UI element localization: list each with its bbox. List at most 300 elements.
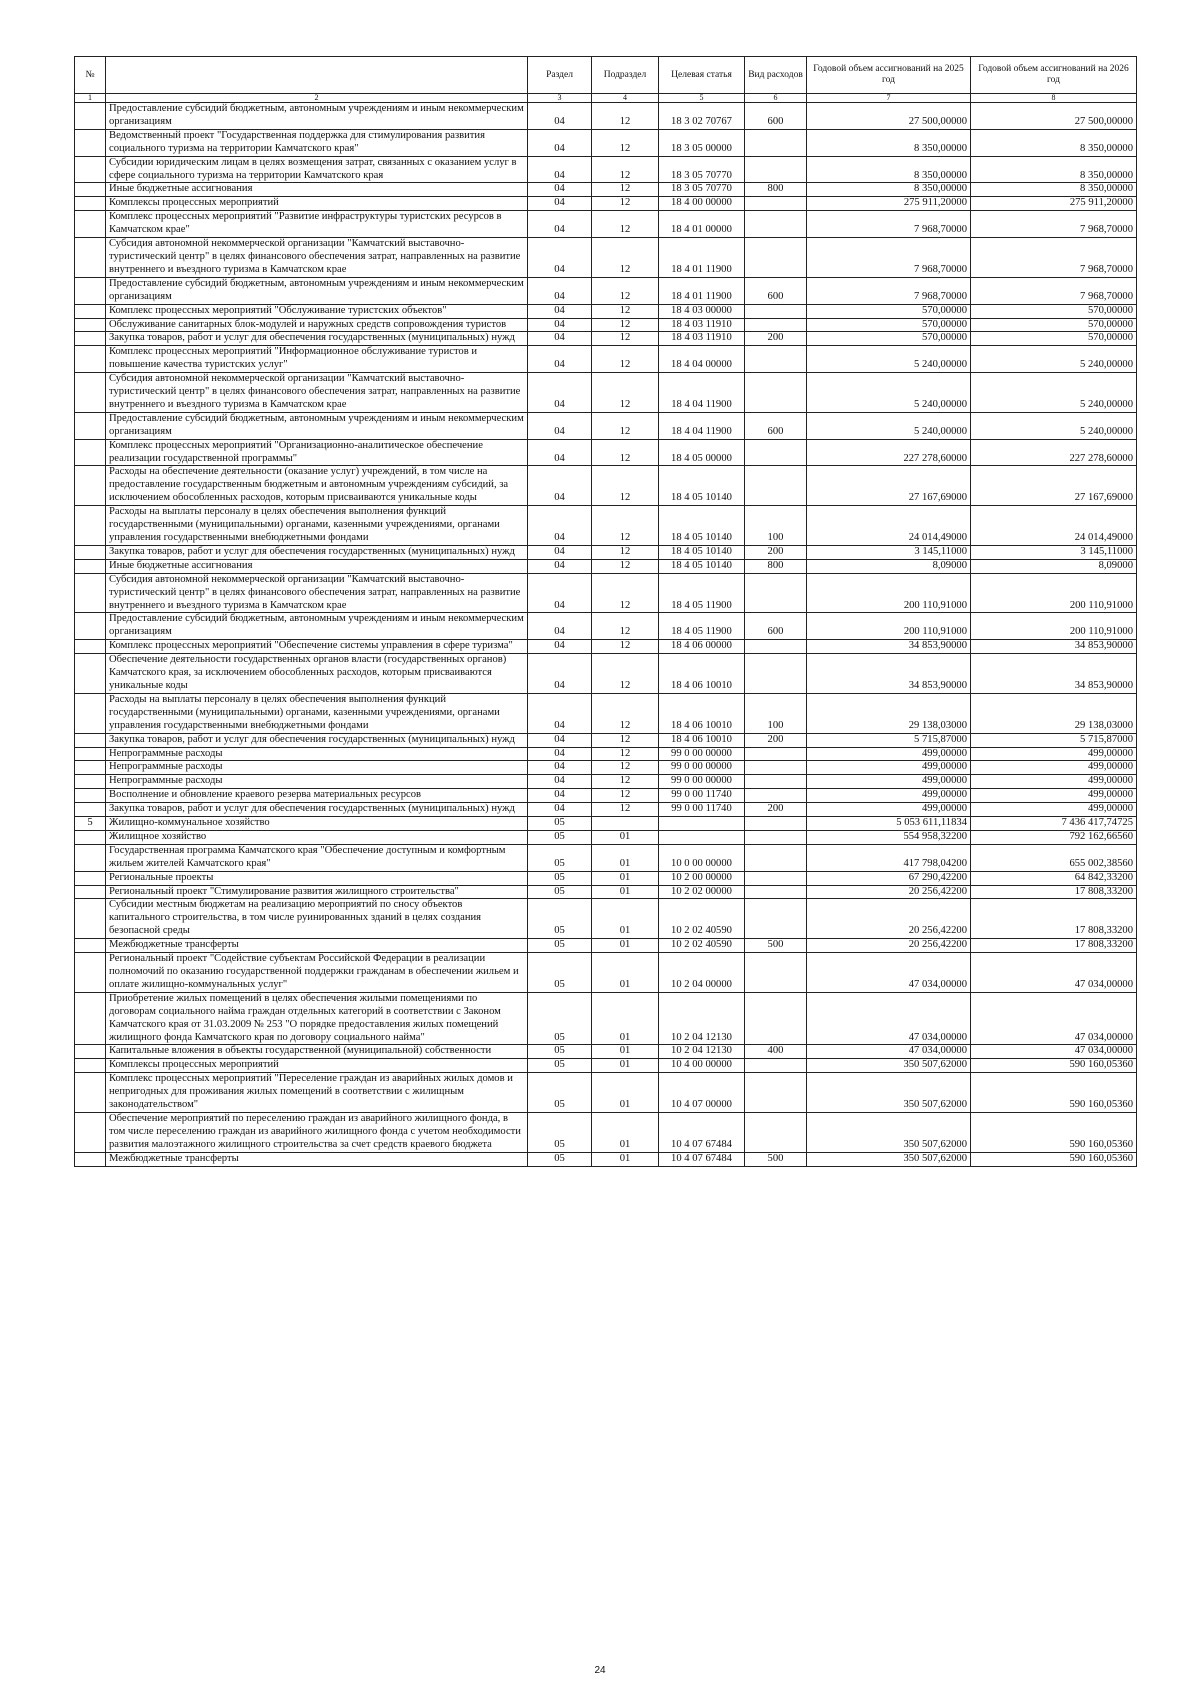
row-subsection: 01 bbox=[592, 885, 659, 899]
row-amount-2025: 570,00000 bbox=[807, 318, 971, 332]
row-number bbox=[75, 304, 106, 318]
table-row bbox=[75, 789, 1137, 803]
row-subsection: 12 bbox=[592, 613, 659, 640]
row-target-article: 10 4 07 00000 bbox=[659, 1073, 745, 1113]
row-subsection: 12 bbox=[592, 466, 659, 506]
row-amount-2026: 200 110,91000 bbox=[971, 573, 1137, 613]
row-amount-2026: 27 167,69000 bbox=[971, 466, 1137, 506]
row-expense-type: 200 bbox=[745, 545, 807, 559]
row-number bbox=[75, 899, 106, 939]
row-target-article: 99 0 00 00000 bbox=[659, 775, 745, 789]
row-subsection: 12 bbox=[592, 183, 659, 197]
row-expense-type: 600 bbox=[745, 103, 807, 130]
row-target-article: 18 4 01 11900 bbox=[659, 238, 745, 278]
row-name: Комплекс процессных мероприятий "Обслуживание туристских объектов" bbox=[106, 304, 528, 318]
table-row bbox=[75, 545, 1137, 559]
table-row bbox=[75, 899, 1137, 939]
row-number bbox=[75, 277, 106, 304]
row-number bbox=[75, 318, 106, 332]
row-section: 04 bbox=[528, 775, 592, 789]
row-amount-2026: 47 034,00000 bbox=[971, 992, 1137, 1045]
row-subsection: 12 bbox=[592, 346, 659, 373]
table-row bbox=[75, 817, 1137, 831]
table-row bbox=[75, 412, 1137, 439]
row-subsection: 12 bbox=[592, 733, 659, 747]
row-expense-type bbox=[745, 304, 807, 318]
row-expense-type bbox=[745, 953, 807, 993]
row-amount-2025: 499,00000 bbox=[807, 747, 971, 761]
table-row bbox=[75, 183, 1137, 197]
row-subsection: 12 bbox=[592, 373, 659, 413]
row-name: Непрограммные расходы bbox=[106, 775, 528, 789]
row-name: Комплекс процессных мероприятий "Развитие инфраструктуры туристских ресурсов в Камчатском крае" bbox=[106, 211, 528, 238]
row-amount-2025: 8 350,00000 bbox=[807, 129, 971, 156]
row-target-article: 18 4 06 10010 bbox=[659, 693, 745, 733]
row-expense-type bbox=[745, 885, 807, 899]
row-target-article: 18 4 04 11900 bbox=[659, 412, 745, 439]
row-amount-2026: 5 240,00000 bbox=[971, 373, 1137, 413]
row-amount-2026: 34 853,90000 bbox=[971, 654, 1137, 694]
row-expense-type bbox=[745, 156, 807, 183]
row-section: 04 bbox=[528, 640, 592, 654]
row-target-article: 10 4 00 00000 bbox=[659, 1059, 745, 1073]
row-expense-type bbox=[745, 775, 807, 789]
row-target-article: 18 3 05 00000 bbox=[659, 129, 745, 156]
header-section: Раздел bbox=[528, 57, 592, 94]
table-row bbox=[75, 654, 1137, 694]
table-row bbox=[75, 1073, 1137, 1113]
row-amount-2025: 417 798,04200 bbox=[807, 844, 971, 871]
row-amount-2026: 8 350,00000 bbox=[971, 129, 1137, 156]
row-name: Комплексы процессных мероприятий bbox=[106, 1059, 528, 1073]
row-amount-2026: 570,00000 bbox=[971, 304, 1137, 318]
table-row bbox=[75, 844, 1137, 871]
row-number bbox=[75, 1152, 106, 1166]
row-amount-2026: 499,00000 bbox=[971, 775, 1137, 789]
row-name: Обеспечение деятельности государственных органов власти (государственных органов) Камчатского края, за исключением обособленных расходов, которым присваиваются уникальные коды bbox=[106, 654, 528, 694]
row-amount-2025: 5 240,00000 bbox=[807, 412, 971, 439]
row-expense-type: 600 bbox=[745, 412, 807, 439]
row-expense-type bbox=[745, 654, 807, 694]
row-section: 04 bbox=[528, 238, 592, 278]
row-expense-type bbox=[745, 640, 807, 654]
column-number: 7 bbox=[807, 94, 971, 103]
row-number bbox=[75, 992, 106, 1045]
row-section: 04 bbox=[528, 693, 592, 733]
row-section: 04 bbox=[528, 373, 592, 413]
row-amount-2025: 350 507,62000 bbox=[807, 1152, 971, 1166]
row-subsection: 01 bbox=[592, 1059, 659, 1073]
table-row bbox=[75, 640, 1137, 654]
row-subsection: 01 bbox=[592, 899, 659, 939]
budget-table-page bbox=[74, 56, 1136, 1167]
row-amount-2025: 227 278,60000 bbox=[807, 439, 971, 466]
row-subsection: 12 bbox=[592, 506, 659, 546]
row-target-article: 18 4 05 00000 bbox=[659, 439, 745, 466]
table-row bbox=[75, 304, 1137, 318]
row-section: 05 bbox=[528, 953, 592, 993]
row-name: Ведомственный проект "Государственная поддержка для стимулирования развития социального туризма на территории Камчатского края" bbox=[106, 129, 528, 156]
row-target-article: 99 0 00 00000 bbox=[659, 747, 745, 761]
row-subsection: 12 bbox=[592, 640, 659, 654]
table-header-row bbox=[75, 57, 1137, 94]
row-section: 04 bbox=[528, 439, 592, 466]
header-num: № bbox=[75, 57, 106, 94]
row-expense-type: 400 bbox=[745, 1045, 807, 1059]
row-name: Комплекс процессных мероприятий "Организационно-аналитическое обеспечение реализации государственной программы" bbox=[106, 439, 528, 466]
row-name: Иные бюджетные ассигнования bbox=[106, 183, 528, 197]
table-row bbox=[75, 761, 1137, 775]
table-row bbox=[75, 613, 1137, 640]
row-expense-type bbox=[745, 197, 807, 211]
row-target-article: 10 2 02 40590 bbox=[659, 939, 745, 953]
row-number bbox=[75, 1059, 106, 1073]
row-amount-2025: 34 853,90000 bbox=[807, 640, 971, 654]
row-section: 04 bbox=[528, 573, 592, 613]
row-name: Обслуживание санитарных блок-модулей и наружных средств сопровождения туристов bbox=[106, 318, 528, 332]
header-volume-2025: Годовой объем ассигнований на 2025 год bbox=[807, 57, 971, 94]
row-number bbox=[75, 545, 106, 559]
row-amount-2026: 590 160,05360 bbox=[971, 1152, 1137, 1166]
row-amount-2025: 5 715,87000 bbox=[807, 733, 971, 747]
table-row bbox=[75, 238, 1137, 278]
row-number bbox=[75, 803, 106, 817]
row-amount-2026: 590 160,05360 bbox=[971, 1073, 1137, 1113]
table-row bbox=[75, 466, 1137, 506]
row-amount-2025: 5 240,00000 bbox=[807, 373, 971, 413]
row-expense-type bbox=[745, 373, 807, 413]
row-subsection: 12 bbox=[592, 129, 659, 156]
row-name: Жилищно-коммунальное хозяйство bbox=[106, 817, 528, 831]
row-number bbox=[75, 573, 106, 613]
row-name: Комплексы процессных мероприятий bbox=[106, 197, 528, 211]
row-number bbox=[75, 129, 106, 156]
row-target-article: 18 4 03 00000 bbox=[659, 304, 745, 318]
table-row bbox=[75, 332, 1137, 346]
row-target-article: 18 4 01 11900 bbox=[659, 277, 745, 304]
table-row bbox=[75, 573, 1137, 613]
row-section: 05 bbox=[528, 1073, 592, 1113]
row-subsection: 12 bbox=[592, 332, 659, 346]
row-amount-2026: 499,00000 bbox=[971, 803, 1137, 817]
row-amount-2026: 275 911,20000 bbox=[971, 197, 1137, 211]
row-name: Восполнение и обновление краевого резерва материальных ресурсов bbox=[106, 789, 528, 803]
row-target-article bbox=[659, 830, 745, 844]
row-amount-2026: 499,00000 bbox=[971, 761, 1137, 775]
row-target-article: 18 4 04 11900 bbox=[659, 373, 745, 413]
row-subsection: 01 bbox=[592, 871, 659, 885]
row-target-article: 18 4 05 11900 bbox=[659, 573, 745, 613]
row-amount-2025: 499,00000 bbox=[807, 789, 971, 803]
row-name: Субсидии местным бюджетам на реализацию мероприятий по сносу объектов капитального строительства, в том числе руинированных зданий в целях создания безопасной среды bbox=[106, 899, 528, 939]
row-amount-2025: 34 853,90000 bbox=[807, 654, 971, 694]
row-name: Региональный проект "Содействие субъектам Российской Федерации в реализации полномочий по оказанию государственной поддержки гражданам в обеспечении жильем и оплате жилищно-коммунальных услуг" bbox=[106, 953, 528, 993]
row-number bbox=[75, 466, 106, 506]
row-amount-2026: 47 034,00000 bbox=[971, 953, 1137, 993]
row-target-article: 18 4 05 10140 bbox=[659, 559, 745, 573]
row-amount-2025: 8 350,00000 bbox=[807, 183, 971, 197]
table-row bbox=[75, 211, 1137, 238]
row-subsection: 01 bbox=[592, 830, 659, 844]
row-expense-type bbox=[745, 761, 807, 775]
table-row bbox=[75, 830, 1137, 844]
row-name: Обеспечение мероприятий по переселению граждан из аварийного жилищного фонда, в том числе переселению граждан из аварийного жилищного фонда с учетом необходимости развития малоэтажного жилищного строительства за счет средств краевого бюджета bbox=[106, 1112, 528, 1152]
column-number: 1 bbox=[75, 94, 106, 103]
row-number bbox=[75, 640, 106, 654]
row-target-article: 99 0 00 11740 bbox=[659, 789, 745, 803]
row-amount-2025: 350 507,62000 bbox=[807, 1073, 971, 1113]
row-target-article: 10 4 07 67484 bbox=[659, 1152, 745, 1166]
row-section: 05 bbox=[528, 992, 592, 1045]
row-amount-2025: 200 110,91000 bbox=[807, 573, 971, 613]
header-name bbox=[106, 57, 528, 94]
row-subsection: 01 bbox=[592, 953, 659, 993]
row-amount-2025: 47 034,00000 bbox=[807, 1045, 971, 1059]
row-target-article: 18 4 01 00000 bbox=[659, 211, 745, 238]
row-amount-2025: 8,09000 bbox=[807, 559, 971, 573]
row-amount-2025: 570,00000 bbox=[807, 332, 971, 346]
row-number bbox=[75, 183, 106, 197]
row-section: 04 bbox=[528, 304, 592, 318]
row-amount-2026: 47 034,00000 bbox=[971, 1045, 1137, 1059]
row-amount-2026: 17 808,33200 bbox=[971, 939, 1137, 953]
row-section: 05 bbox=[528, 885, 592, 899]
row-name: Субсидии юридическим лицам в целях возмещения затрат, связанных с оказанием услуг в сфере социального туризма на территории Камчатского края bbox=[106, 156, 528, 183]
row-section: 05 bbox=[528, 899, 592, 939]
row-amount-2025: 5 240,00000 bbox=[807, 346, 971, 373]
row-amount-2026: 499,00000 bbox=[971, 789, 1137, 803]
row-section: 04 bbox=[528, 197, 592, 211]
row-expense-type: 100 bbox=[745, 693, 807, 733]
row-target-article: 18 4 00 00000 bbox=[659, 197, 745, 211]
header-volume-2026: Годовой объем ассигнований на 2026 год bbox=[971, 57, 1137, 94]
row-number bbox=[75, 747, 106, 761]
row-target-article: 18 4 05 10140 bbox=[659, 506, 745, 546]
row-subsection: 01 bbox=[592, 1073, 659, 1113]
table-row bbox=[75, 775, 1137, 789]
row-section: 05 bbox=[528, 1059, 592, 1073]
row-name: Комплекс процессных мероприятий "Обеспечение системы управления в сфере туризма" bbox=[106, 640, 528, 654]
row-target-article: 18 4 03 11910 bbox=[659, 332, 745, 346]
row-expense-type bbox=[745, 817, 807, 831]
row-expense-type: 500 bbox=[745, 1152, 807, 1166]
row-amount-2025: 3 145,11000 bbox=[807, 545, 971, 559]
budget-table bbox=[74, 56, 1137, 1167]
row-amount-2025: 7 968,70000 bbox=[807, 277, 971, 304]
row-number bbox=[75, 693, 106, 733]
row-number bbox=[75, 238, 106, 278]
row-amount-2026: 792 162,66560 bbox=[971, 830, 1137, 844]
row-target-article: 18 4 05 10140 bbox=[659, 545, 745, 559]
table-row bbox=[75, 197, 1137, 211]
row-number bbox=[75, 373, 106, 413]
row-amount-2025: 350 507,62000 bbox=[807, 1112, 971, 1152]
row-amount-2026: 7 968,70000 bbox=[971, 211, 1137, 238]
row-subsection: 12 bbox=[592, 789, 659, 803]
row-section: 05 bbox=[528, 817, 592, 831]
row-target-article: 10 2 02 40590 bbox=[659, 899, 745, 939]
row-name: Комплекс процессных мероприятий "Переселение граждан из аварийных жилых домов и непригодных для проживания жилых помещений в соответствии с жилищным законодательством" bbox=[106, 1073, 528, 1113]
row-amount-2026: 5 715,87000 bbox=[971, 733, 1137, 747]
row-expense-type bbox=[745, 830, 807, 844]
row-name: Закупка товаров, работ и услуг для обеспечения государственных (муниципальных) нужд bbox=[106, 803, 528, 817]
row-subsection: 12 bbox=[592, 559, 659, 573]
row-subsection: 01 bbox=[592, 939, 659, 953]
header-expense-type: Вид расходов bbox=[745, 57, 807, 94]
table-row bbox=[75, 693, 1137, 733]
row-subsection: 12 bbox=[592, 197, 659, 211]
header-target-article: Целевая статья bbox=[659, 57, 745, 94]
row-amount-2025: 67 290,42200 bbox=[807, 871, 971, 885]
row-expense-type bbox=[745, 1059, 807, 1073]
column-number: 3 bbox=[528, 94, 592, 103]
row-expense-type bbox=[745, 992, 807, 1045]
row-name: Межбюджетные трансферты bbox=[106, 1152, 528, 1166]
row-name: Расходы на обеспечение деятельности (оказание услуг) учреждений, в том числе на предоставление государственным бюджетным и автономным учреждениям субсидий, за исключением обособленных расходов, которым присваиваются уникальные коды bbox=[106, 466, 528, 506]
row-number bbox=[75, 654, 106, 694]
row-number bbox=[75, 559, 106, 573]
row-section: 04 bbox=[528, 103, 592, 130]
row-number bbox=[75, 211, 106, 238]
row-amount-2026: 17 808,33200 bbox=[971, 899, 1137, 939]
row-number bbox=[75, 830, 106, 844]
row-number bbox=[75, 506, 106, 546]
row-expense-type: 800 bbox=[745, 559, 807, 573]
row-name: Закупка товаров, работ и услуг для обеспечения государственных (муниципальных) нужд bbox=[106, 733, 528, 747]
column-number: 8 bbox=[971, 94, 1137, 103]
row-subsection: 12 bbox=[592, 803, 659, 817]
row-amount-2025: 20 256,42200 bbox=[807, 899, 971, 939]
row-name: Приобретение жилых помещений в целях обеспечения жилыми помещениями по договорам социального найма граждан отдельных категорий в соответствии с Законом Камчатского края от 31.03.2009 № 253 "О порядке предоставления жилых помещений жилищного фонда Камчатского края по договору социального найма" bbox=[106, 992, 528, 1045]
row-amount-2026: 27 500,00000 bbox=[971, 103, 1137, 130]
row-amount-2025: 47 034,00000 bbox=[807, 953, 971, 993]
row-name: Государственная программа Камчатского края "Обеспечение доступным и комфортным жильем жителей Камчатского края" bbox=[106, 844, 528, 871]
row-subsection: 12 bbox=[592, 545, 659, 559]
row-amount-2025: 29 138,03000 bbox=[807, 693, 971, 733]
row-number bbox=[75, 197, 106, 211]
row-name: Закупка товаров, работ и услуг для обеспечения государственных (муниципальных) нужд bbox=[106, 545, 528, 559]
row-amount-2026: 8 350,00000 bbox=[971, 156, 1137, 183]
row-amount-2026: 590 160,05360 bbox=[971, 1059, 1137, 1073]
table-row bbox=[75, 992, 1137, 1045]
row-section: 04 bbox=[528, 277, 592, 304]
row-section: 05 bbox=[528, 939, 592, 953]
row-name: Субсидия автономной некоммерческой организации "Камчатский выставочно-туристический центр" в целях финансового обеспечения затрат, направленных на развитие внутреннего и въездного туризма в Камчатском крае bbox=[106, 573, 528, 613]
row-expense-type bbox=[745, 573, 807, 613]
page-number: 24 bbox=[594, 1665, 606, 1676]
row-name: Межбюджетные трансферты bbox=[106, 939, 528, 953]
row-subsection: 12 bbox=[592, 318, 659, 332]
table-row bbox=[75, 559, 1137, 573]
row-amount-2026: 570,00000 bbox=[971, 318, 1137, 332]
row-amount-2025: 20 256,42200 bbox=[807, 939, 971, 953]
row-name: Расходы на выплаты персоналу в целях обеспечения выполнения функций государственными (муниципальными) органами, казенными учреждениями, органами управления государственными внебюджетными фондами bbox=[106, 693, 528, 733]
row-number bbox=[75, 939, 106, 953]
row-section: 05 bbox=[528, 844, 592, 871]
row-name: Предоставление субсидий бюджетным, автономным учреждениям и иным некоммерческим организациям bbox=[106, 277, 528, 304]
row-section: 04 bbox=[528, 654, 592, 694]
row-number bbox=[75, 885, 106, 899]
row-subsection: 12 bbox=[592, 412, 659, 439]
row-amount-2026: 590 160,05360 bbox=[971, 1112, 1137, 1152]
row-section: 04 bbox=[528, 733, 592, 747]
row-expense-type bbox=[745, 318, 807, 332]
row-section: 04 bbox=[528, 318, 592, 332]
table-row bbox=[75, 156, 1137, 183]
row-name: Закупка товаров, работ и услуг для обеспечения государственных (муниципальных) нужд bbox=[106, 332, 528, 346]
row-expense-type bbox=[745, 789, 807, 803]
row-amount-2025: 27 167,69000 bbox=[807, 466, 971, 506]
row-amount-2025: 47 034,00000 bbox=[807, 992, 971, 1045]
row-name: Иные бюджетные ассигнования bbox=[106, 559, 528, 573]
row-section: 04 bbox=[528, 613, 592, 640]
row-subsection: 12 bbox=[592, 156, 659, 183]
row-number bbox=[75, 1112, 106, 1152]
row-subsection bbox=[592, 817, 659, 831]
row-section: 04 bbox=[528, 789, 592, 803]
table-row bbox=[75, 318, 1137, 332]
row-subsection: 01 bbox=[592, 844, 659, 871]
row-amount-2026: 570,00000 bbox=[971, 332, 1137, 346]
row-number bbox=[75, 1073, 106, 1113]
row-subsection: 12 bbox=[592, 693, 659, 733]
row-expense-type bbox=[745, 747, 807, 761]
row-number bbox=[75, 346, 106, 373]
row-name: Комплекс процессных мероприятий "Информационное обслуживание туристов и повышение качества туристских услуг" bbox=[106, 346, 528, 373]
row-subsection: 12 bbox=[592, 277, 659, 304]
row-section: 04 bbox=[528, 559, 592, 573]
row-target-article: 18 4 06 00000 bbox=[659, 640, 745, 654]
row-amount-2025: 24 014,49000 bbox=[807, 506, 971, 546]
row-section: 05 bbox=[528, 830, 592, 844]
row-expense-type bbox=[745, 346, 807, 373]
row-expense-type bbox=[745, 466, 807, 506]
table-row bbox=[75, 1152, 1137, 1166]
row-number bbox=[75, 844, 106, 871]
table-row bbox=[75, 1112, 1137, 1152]
row-expense-type: 200 bbox=[745, 803, 807, 817]
row-name: Капитальные вложения в объекты государственной (муниципальной) собственности bbox=[106, 1045, 528, 1059]
row-expense-type bbox=[745, 899, 807, 939]
row-amount-2026: 8 350,00000 bbox=[971, 183, 1137, 197]
row-expense-type bbox=[745, 1073, 807, 1113]
row-subsection: 12 bbox=[592, 761, 659, 775]
row-section: 05 bbox=[528, 871, 592, 885]
row-expense-type bbox=[745, 211, 807, 238]
row-target-article: 18 4 06 10010 bbox=[659, 733, 745, 747]
table-row bbox=[75, 1059, 1137, 1073]
table-row bbox=[75, 129, 1137, 156]
table-row bbox=[75, 747, 1137, 761]
row-target-article: 99 0 00 11740 bbox=[659, 803, 745, 817]
row-amount-2026: 3 145,11000 bbox=[971, 545, 1137, 559]
row-section: 04 bbox=[528, 545, 592, 559]
table-row bbox=[75, 439, 1137, 466]
row-section: 04 bbox=[528, 211, 592, 238]
row-amount-2026: 29 138,03000 bbox=[971, 693, 1137, 733]
row-target-article: 10 2 00 00000 bbox=[659, 871, 745, 885]
row-subsection: 12 bbox=[592, 573, 659, 613]
row-target-article: 10 2 02 00000 bbox=[659, 885, 745, 899]
row-number bbox=[75, 775, 106, 789]
row-expense-type bbox=[745, 129, 807, 156]
row-expense-type: 500 bbox=[745, 939, 807, 953]
row-amount-2026: 227 278,60000 bbox=[971, 439, 1137, 466]
row-expense-type bbox=[745, 1112, 807, 1152]
row-amount-2026: 7 968,70000 bbox=[971, 238, 1137, 278]
row-amount-2025: 554 958,32200 bbox=[807, 830, 971, 844]
row-amount-2026: 17 808,33200 bbox=[971, 885, 1137, 899]
